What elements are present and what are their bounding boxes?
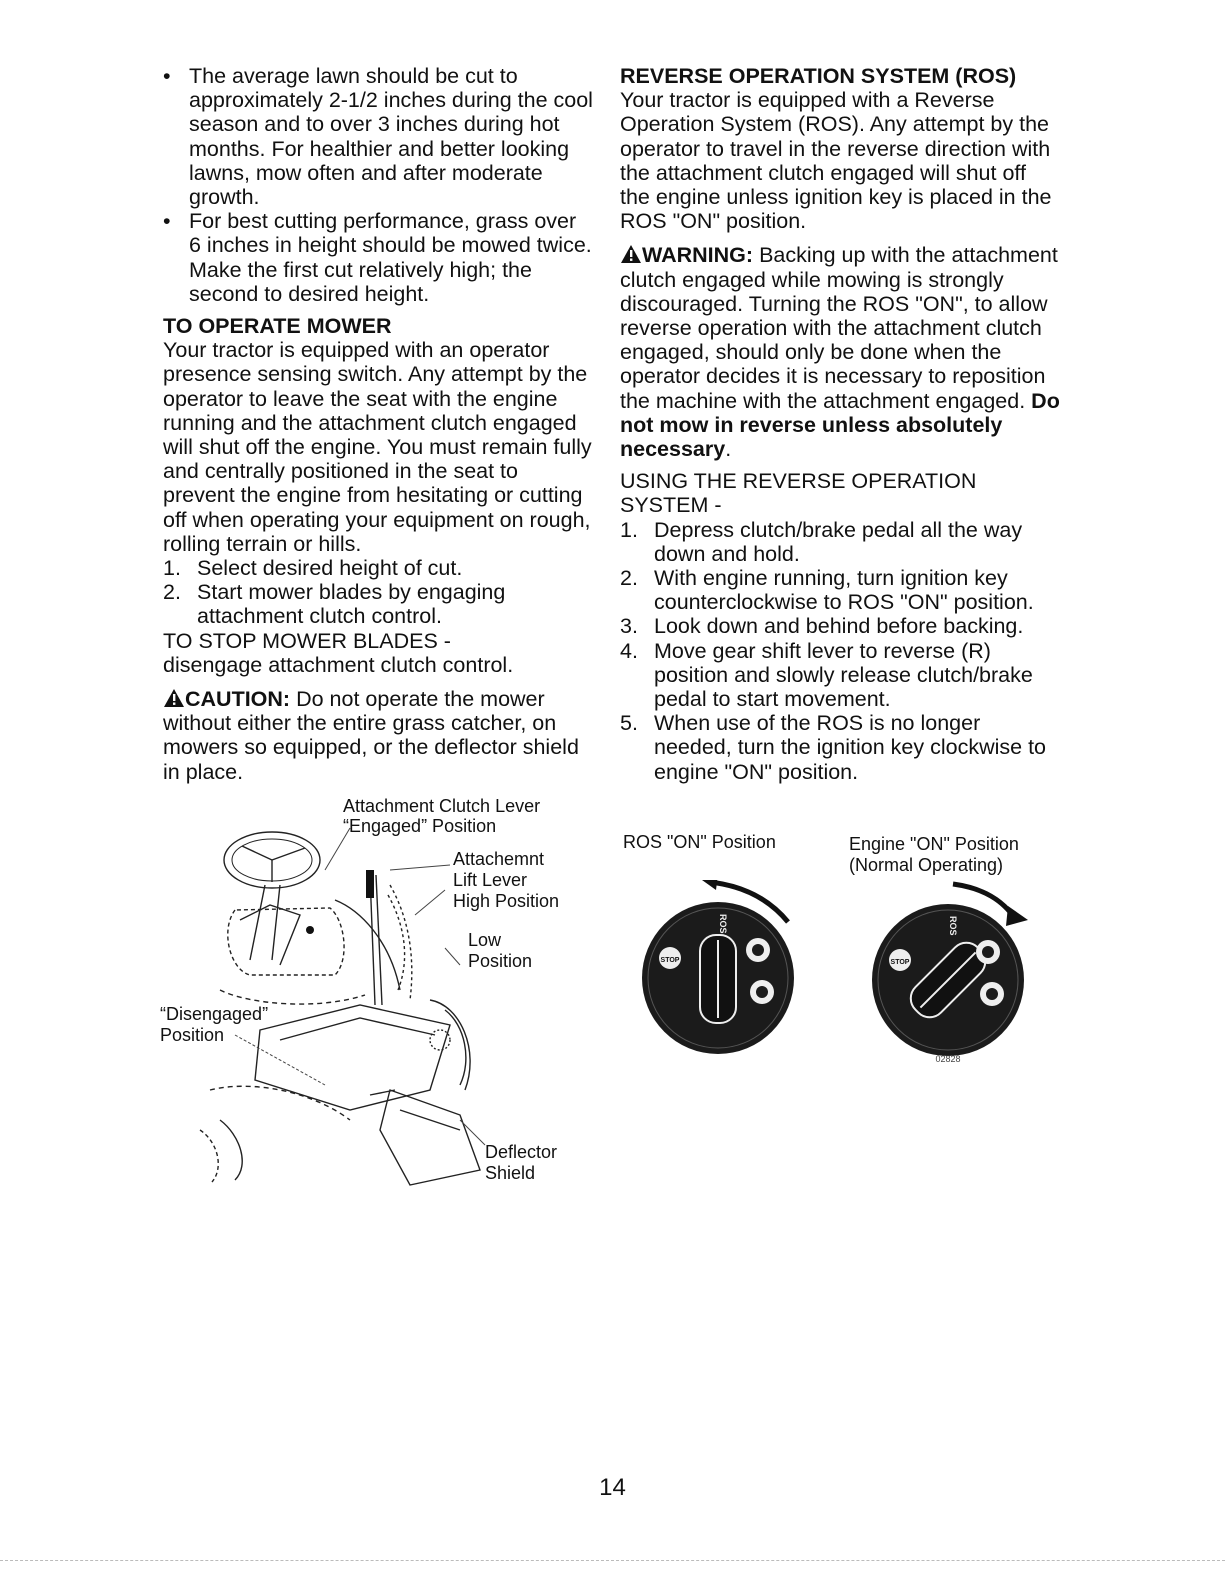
caution-label: CAUTION: (185, 687, 291, 712)
warning-icon (163, 688, 185, 708)
figure-label-low: Low (468, 930, 502, 950)
stop-blades-heading: TO STOP MOWER BLADES - (163, 628, 451, 653)
step-item: 1. Depress clutch/brake pedal all the way down and hold. (620, 517, 1023, 566)
caution-text: Do not operate the mower without either the entire grass catcher, on mowers so equipped, or the deflector shield in place. (163, 687, 579, 784)
figure-code: 02828 (935, 1054, 961, 1064)
bottom-divider (0, 1560, 1225, 1561)
figure-label-ros-on: ROS "ON" Position (623, 832, 776, 852)
caution-note (163, 687, 593, 784)
ignition-switch-engine-on (868, 880, 1038, 1065)
warning-icon (620, 244, 642, 264)
figure-label-normal-operating: (Normal Operating) (849, 855, 1004, 875)
ros-body: Your tractor is equipped with a Reverse Operation System (ROS). Any attempt by the operator to travel in the reverse direction with the attachment clutch engaged will shut off the engine unless ignition key is placed in the ROS "ON" position. (620, 88, 1052, 234)
figure-label-clutch-lever: Attachment Clutch Lever (343, 796, 541, 816)
ignition-switch-ros-on (640, 880, 810, 1060)
figure-label-lift-lever: Attachemnt (453, 849, 545, 869)
figure-label-deflector: Shield (485, 1163, 536, 1183)
step-item: 4. Move gear shift lever to reverse (R) position and slowly release clutch/brake pedal to start movement. (620, 638, 1033, 712)
bullet-item: • For best cutting performance, grass over 6 inches in height should be mowed twice. Make the first cut relatively high; the second to desired height. (163, 209, 592, 306)
operate-mower-body: Your tractor is equipped with an operator presence sensing switch. Any attempt by the operator to leave the seat with the engine running and the attachment clutch engaged will shut off the engine. You must remain fully and centrally positioned in the seat to prevent the engine from hesitating or cutting off when operating your equipment on rough, rolling terrain or hills. (163, 338, 592, 556)
right-column (620, 64, 1060, 784)
figure-label-engine-on: Engine "ON" Position (849, 834, 1019, 854)
using-ros-heading: USING THE REVERSE OPERATION SYSTEM - (620, 469, 977, 518)
bullet-item: • The average lawn should be cut to approximately 2-1/2 inches during the cool season and to over 3 inches during hot months. For healthier and better looking lawns, mow often and after moderate growth. (163, 64, 593, 210)
stop-label: STOP (660, 957, 680, 964)
stop-blades-body: disengage attachment clutch control. (163, 652, 514, 677)
figure-label-disengaged: “Disengaged” (160, 1004, 269, 1024)
figure-label-lift-lever: Lift Lever (453, 870, 528, 890)
warning-label: WARNING: (642, 243, 754, 268)
ros-label: ROS (718, 914, 728, 934)
warning-note: WARNING: Backing up with the attachment clutch engaged while mowing is strongly discouraged. Turning the ROS "ON", to allow reverse operation with the attachment clutch engaged, should only be done when the operator decides it is necessary to reposition the machine with the attachment engaged. Do not mow in reverse unless absolutely necessary. (620, 243, 1060, 462)
operate-mower-heading: TO OPERATE MOWER (163, 314, 392, 339)
ros-label: ROS (948, 916, 958, 936)
left-column (163, 64, 593, 784)
step-item: 2. Start mower blades by engaging attachment clutch control. (163, 580, 506, 629)
figure-label-disengaged: Position (160, 1025, 225, 1045)
figure-label-deflector: Deflector (485, 1142, 558, 1162)
figure-label-low: Position (468, 951, 533, 971)
step-item: 1. Select desired height of cut. (163, 556, 463, 581)
figure-label-high: High Position (453, 891, 560, 911)
stop-label: STOP (890, 959, 910, 966)
bullet-icon: • (163, 209, 171, 234)
step-item: 5. When use of the ROS is no longer needed, turn the ignition key clockwise to engine "ON" position. (620, 711, 1047, 784)
step-item: 3. Look down and behind before backing. (620, 614, 1024, 639)
bullet-icon: • (163, 64, 171, 88)
step-item: 2. With engine running, turn ignition key counterclockwise to ROS "ON" position. (620, 566, 1034, 615)
ros-heading: REVERSE OPERATION SYSTEM (ROS) (620, 64, 1017, 88)
warning-text: Backing up with the attachment clutch engaged while mowing is strongly discouraged. Turning the ROS "ON", to allow reverse operation with the attachment clutch engaged, should only be done when the operator decides it is necessary to reposition the machine with the attachment engaged. (620, 243, 1058, 413)
figure-label-engaged: “Engaged” Position (343, 816, 497, 836)
page-number: 14 (599, 1474, 626, 1501)
warning-emphasis: Do not mow in reverse unless absolutely necessary (620, 388, 1060, 462)
